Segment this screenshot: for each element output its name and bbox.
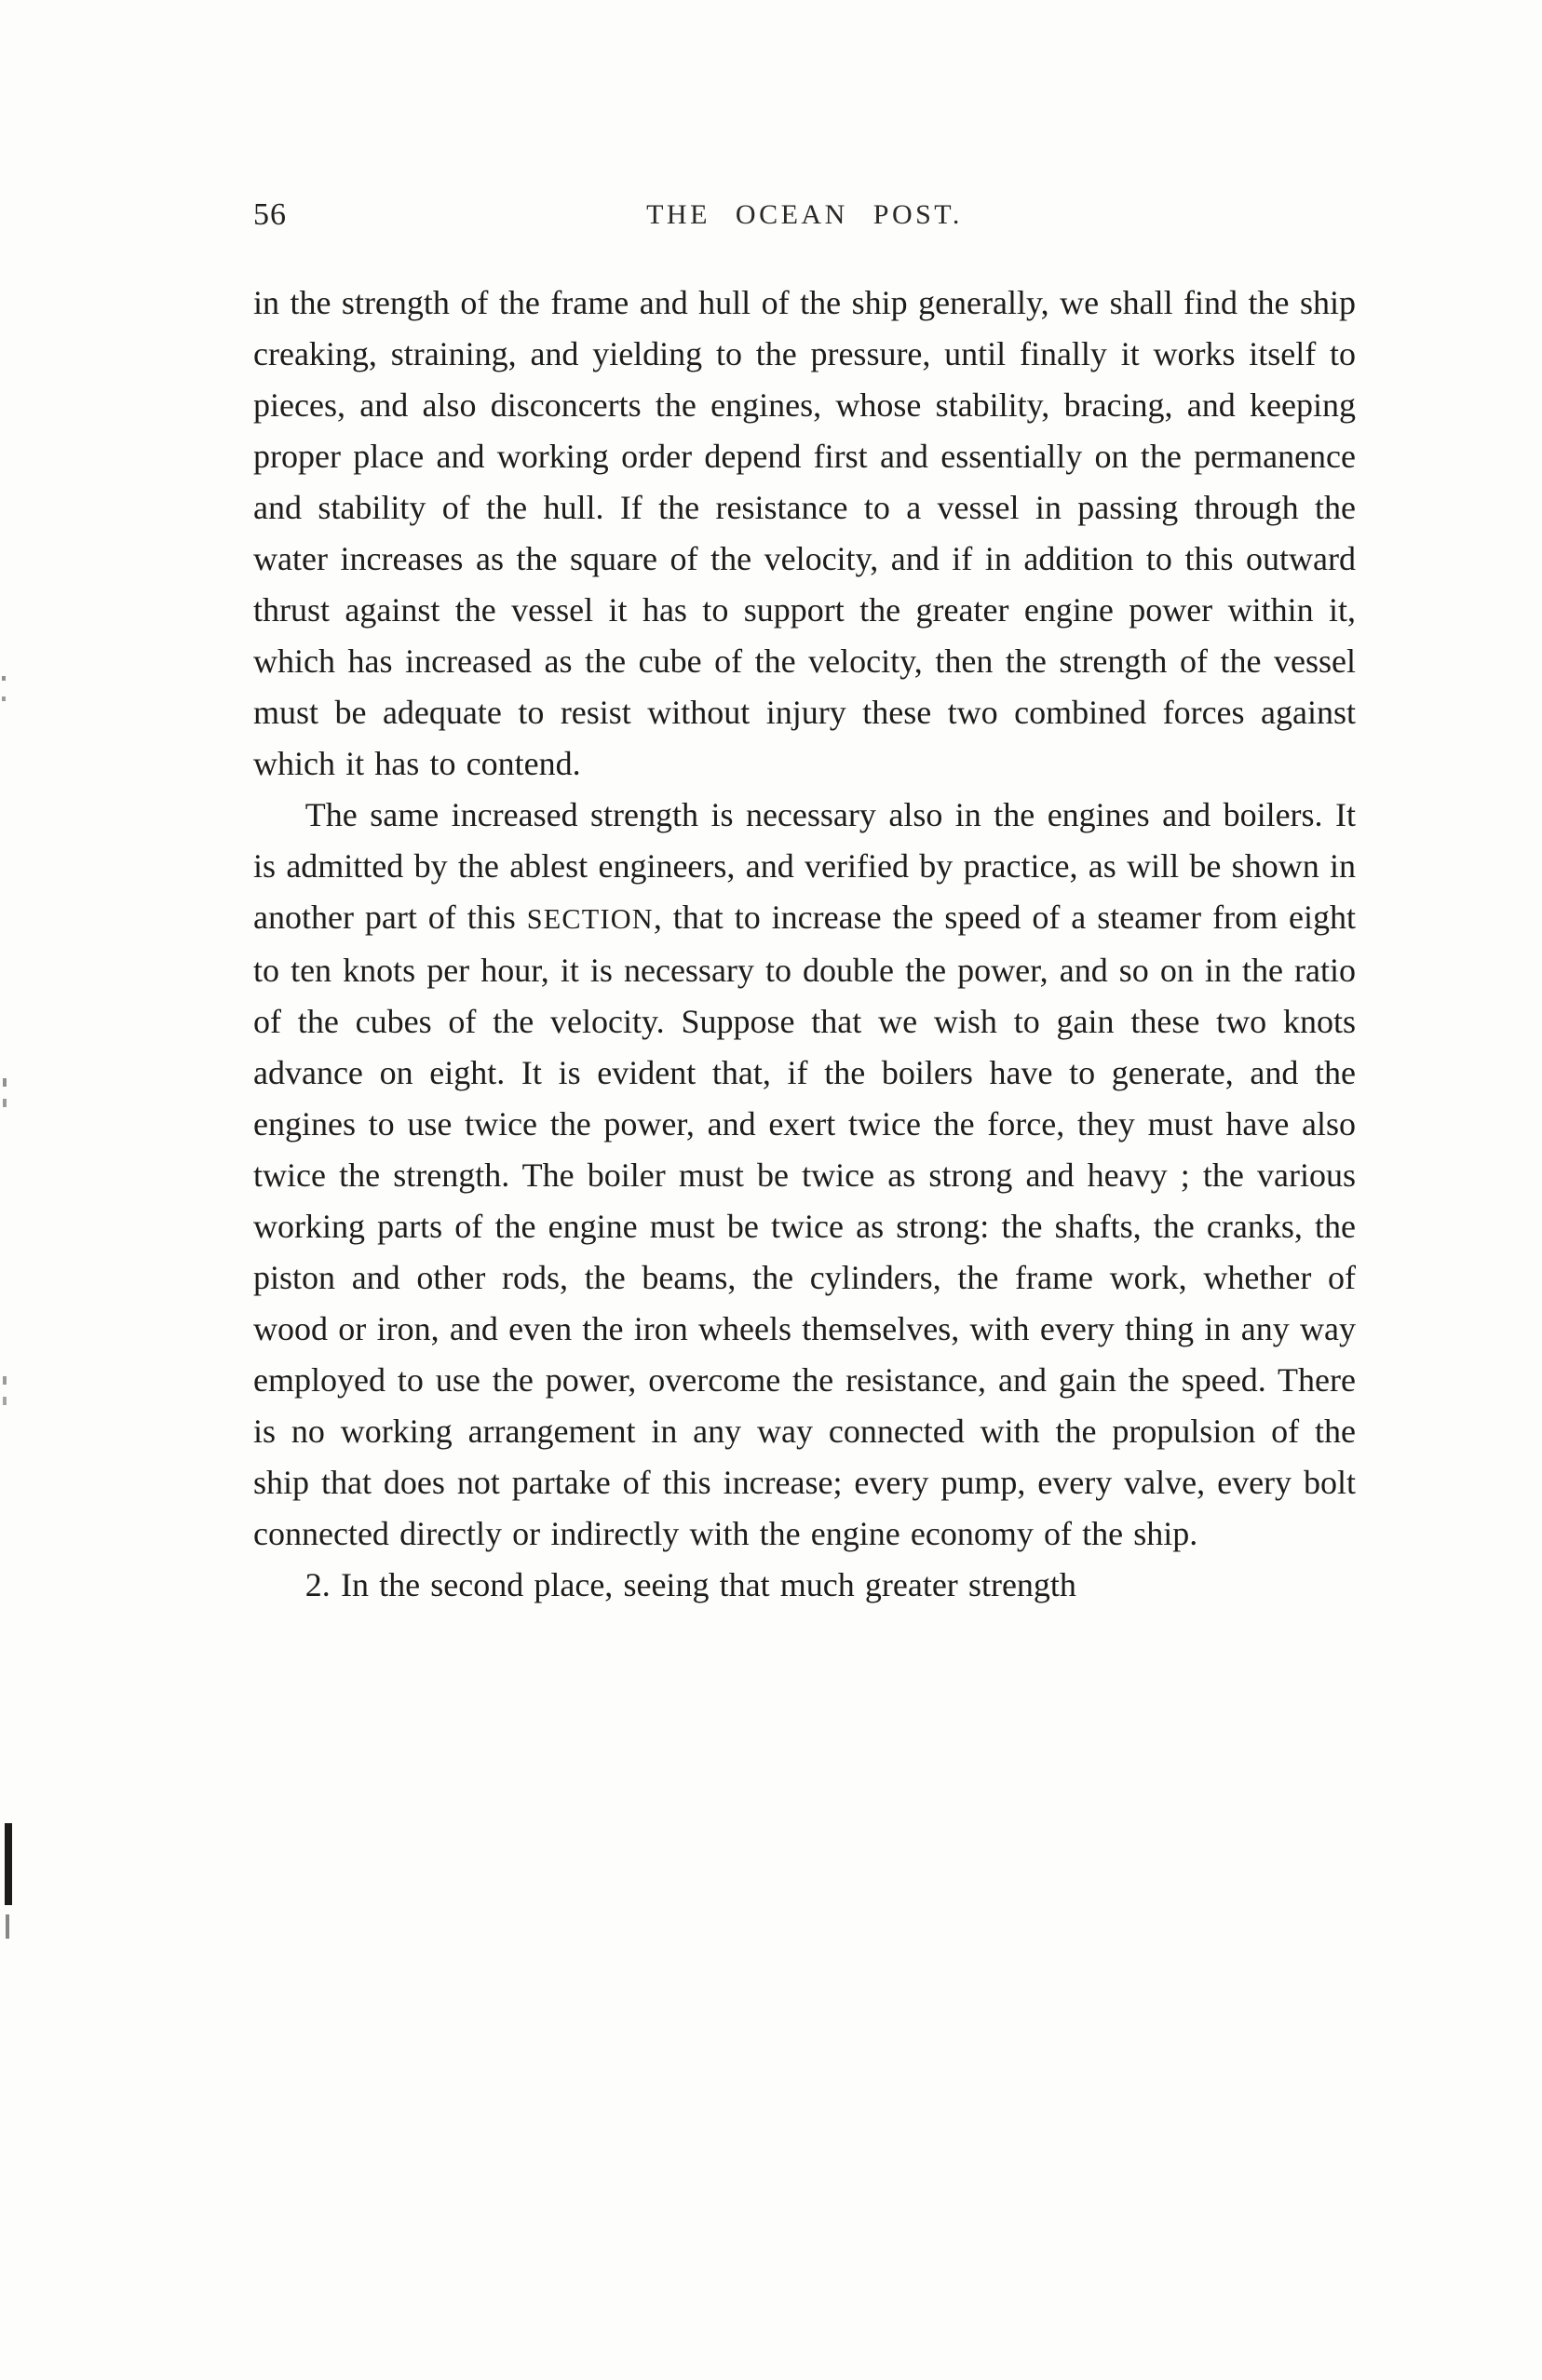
scan-artifact <box>3 1099 7 1107</box>
paragraph: 2. In the second place, seeing that much greater strength <box>304 1566 1076 1603</box>
paragraph: in the strength of the frame and hull of the ship generally, we shall find the ship creaking, straining, and yielding to the pressure, until finally it works itself to pieces, and also disconcerts the engines, whose stability, bracing, and keeping proper place and working order depend first and essentially on the permanence and stability of the hull. If the resistance to a vessel in passing through the water increases as the square of the velocity, and if in addition to this outward thrust against the vessel it has to support the greater engine power within it, which has increased as the cube of the velocity, then the strength of the vessel must be adequate to resist without injury these two combined forces against which it has to contend. <box>253 284 1356 782</box>
scan-artifact <box>3 1078 7 1087</box>
scan-artifact <box>6 1914 9 1939</box>
paragraph <box>253 790 1356 1560</box>
scan-artifact <box>5 1823 12 1905</box>
page-body <box>253 277 1356 1611</box>
smallcaps-word: SECTION <box>526 903 654 935</box>
scan-artifact <box>2 676 6 681</box>
paragraph-text: The same increased strength is necessary also in the engines and boilers. It is admitted by the ablest engineers, and verified by practice, as will be shown in another part of this <box>253 796 1356 936</box>
scan-artifact <box>3 1397 7 1405</box>
page-header <box>253 197 1356 238</box>
running-head: THE OCEAN POST. <box>646 199 963 230</box>
paragraph-text: , that to increase the speed of a steamer from eight to ten knots per hour, it is necessary to double the power, and so on in the ratio of the cubes of the velocity. Suppose that we wish to gain these two knots advance on eight. It is evident that, if the boilers have to generate, and the engines to use twice the power, and exert twice the force, they must have also twice the strength. The boiler must be twice as strong and heavy ; the various working parts of the engine must be twice as strong: the shafts, the cranks, the piston and other rods, the beams, the cylinders, the frame work, whether of wood or iron, and even the iron wheels themselves, with every thing in any way employed to use the power, overcome the resistance, and gain the speed. There is no working arrangement in any way connected with the propulsion of the ship that does not partake of this increase; every pump, every valve, every bolt connected directly or indirectly with the engine economy of the ship. <box>253 899 1356 1552</box>
scan-artifact <box>2 696 6 701</box>
scan-artifact <box>3 1376 7 1385</box>
page-number: 56 <box>253 197 287 232</box>
